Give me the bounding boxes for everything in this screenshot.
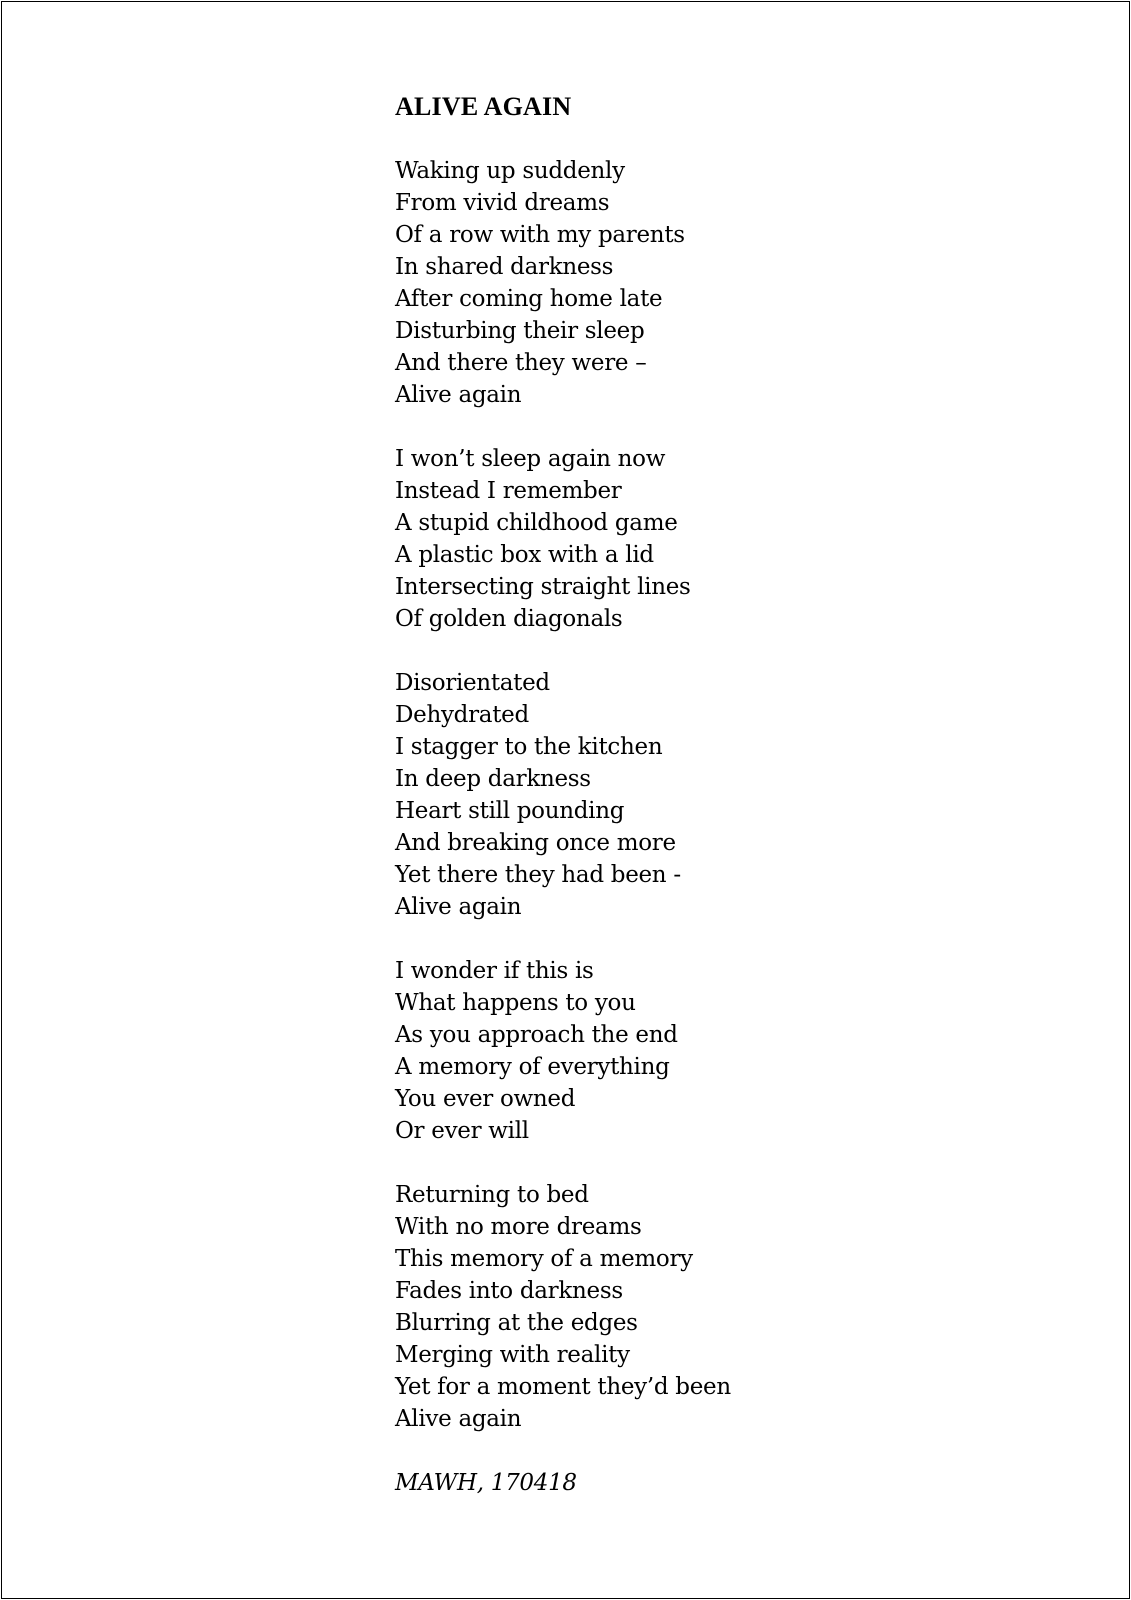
poem-line: I wonder if this is — [395, 958, 594, 984]
poem-line: Yet there they had been - — [395, 862, 681, 888]
poem-line: Alive again — [395, 1406, 522, 1432]
stanza-1 — [395, 155, 995, 411]
poem-line: What happens to you — [395, 990, 636, 1016]
stanza-4 — [395, 955, 995, 1147]
poem-line: In shared darkness — [395, 254, 614, 280]
poem — [395, 91, 995, 1499]
poem-line: Intersecting straight lines — [395, 574, 691, 600]
poem-line: Disorientated — [395, 670, 550, 696]
signature: MAWH, 170418 — [395, 1470, 577, 1496]
poem-line: From vivid dreams — [395, 190, 610, 216]
poem-line: Waking up suddenly — [395, 158, 625, 184]
poem-line: A plastic box with a lid — [395, 542, 654, 568]
stanza-2 — [395, 443, 995, 635]
poem-line: After coming home late — [395, 286, 663, 312]
poem-line: Or ever will — [395, 1118, 529, 1144]
poem-line: And there they were – — [395, 350, 647, 376]
poem-line: Heart still pounding — [395, 798, 625, 824]
poem-line: Of golden diagonals — [395, 606, 623, 632]
poem-line: Alive again — [395, 382, 522, 408]
stanza-5 — [395, 1179, 995, 1435]
poem-line: I won’t sleep again now — [395, 446, 666, 472]
poem-line: A stupid childhood game — [395, 510, 678, 536]
poem-line: Alive again — [395, 894, 522, 920]
poem-line: As you approach the end — [395, 1022, 678, 1048]
poem-line: This memory of a memory — [395, 1246, 693, 1272]
poem-line: Yet for a moment they’d been — [395, 1374, 731, 1400]
poem-line: Returning to bed — [395, 1182, 589, 1208]
poem-title: ALIVE AGAIN — [395, 92, 572, 121]
poem-line: You ever owned — [395, 1086, 576, 1112]
poem-line: Fades into darkness — [395, 1278, 623, 1304]
poem-line: I stagger to the kitchen — [395, 734, 663, 760]
poem-line: Dehydrated — [395, 702, 529, 728]
poem-line: Disturbing their sleep — [395, 318, 645, 344]
poem-line: Merging with reality — [395, 1342, 630, 1368]
poem-line: In deep darkness — [395, 766, 591, 792]
poem-line: Of a row with my parents — [395, 222, 685, 248]
poem-line: With no more dreams — [395, 1214, 642, 1240]
stanza-3 — [395, 667, 995, 923]
page — [1, 1, 1130, 1599]
poem-line: And breaking once more — [395, 830, 676, 856]
poem-line: Instead I remember — [395, 478, 622, 504]
poem-line: A memory of everything — [395, 1054, 670, 1080]
poem-line: Blurring at the edges — [395, 1310, 638, 1336]
